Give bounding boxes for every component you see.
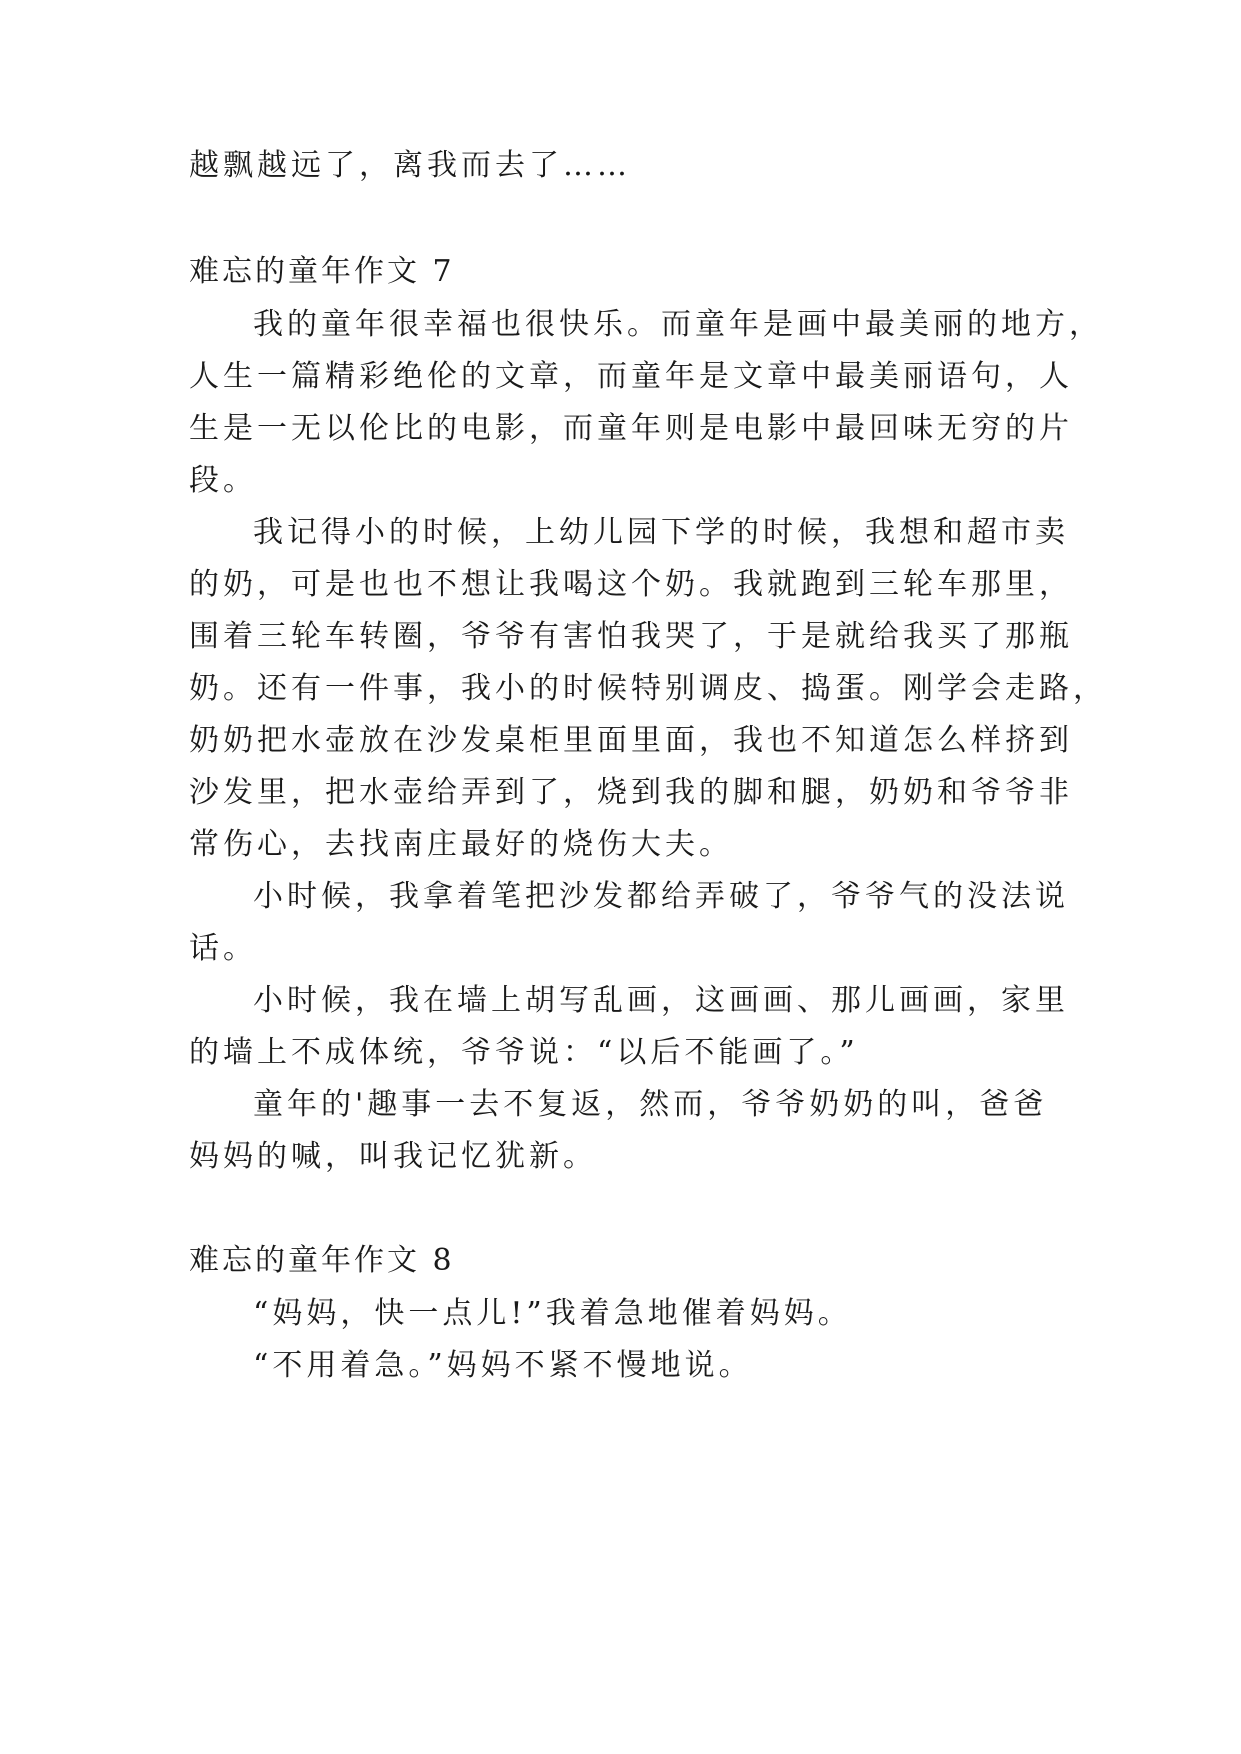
paragraph-line: 生是一无以伦比的电影，而童年则是电影中最回味无穷的片 bbox=[189, 411, 1073, 446]
essay-8-title: 难忘的童年作文 8 bbox=[189, 1243, 455, 1278]
paragraph-line: 我记得小的时候，上幼儿园下学的时候，我想和超市卖 bbox=[253, 515, 1069, 550]
paragraph-line: 小时候，我在墙上胡写乱画，这画画、那儿画画，家里 bbox=[253, 983, 1069, 1018]
paragraph-line: 奶。还有一件事，我小的时候特别调皮、捣蛋。刚学会走路， bbox=[189, 671, 1107, 706]
paragraph-line: 围着三轮车转圈，爷爷有害怕我哭了，于是就给我买了那瓶 bbox=[189, 619, 1073, 654]
paragraph-line: 小时候，我拿着笔把沙发都给弄破了，爷爷气的没法说 bbox=[253, 879, 1069, 914]
paragraph-line: 常伤心，去找南庄最好的烧伤大夫。 bbox=[189, 827, 733, 862]
paragraph-line: 奶奶把水壶放在沙发桌柜里面里面，我也不知道怎么样挤到 bbox=[189, 723, 1073, 758]
paragraph-line: 童年的'趣事一去不复返，然而，爷爷奶奶的叫，爸爸 bbox=[253, 1087, 1048, 1122]
paragraph-line: “妈妈，快一点儿!”我着急地催着妈妈。 bbox=[253, 1296, 852, 1331]
paragraph-line: 话。 bbox=[189, 931, 257, 966]
paragraph-line: 的奶，可是也也不想让我喝这个奶。我就跑到三轮车那里， bbox=[189, 567, 1073, 602]
paragraph-line: 的墙上不成体统，爷爷说：“以后不能画了。” bbox=[189, 1035, 859, 1070]
continuation-line: 越飘越远了，离我而去了…… bbox=[189, 148, 631, 183]
paragraph-line: 段。 bbox=[189, 463, 257, 498]
paragraph-line: 沙发里，把水壶给弄到了，烧到我的脚和腿，奶奶和爷爷非 bbox=[189, 775, 1073, 810]
paragraph-line: “不用着急。”妈妈不紧不慢地说。 bbox=[253, 1348, 753, 1383]
paragraph-line: 人生一篇精彩绝伦的文章，而童年是文章中最美丽语句，人 bbox=[189, 359, 1073, 394]
paragraph-line: 我的童年很幸福也很快乐。而童年是画中最美丽的地方， bbox=[253, 307, 1103, 342]
essay-7-title: 难忘的童年作文 7 bbox=[189, 254, 455, 289]
paragraph-line: 妈妈的喊，叫我记忆犹新。 bbox=[189, 1139, 597, 1174]
